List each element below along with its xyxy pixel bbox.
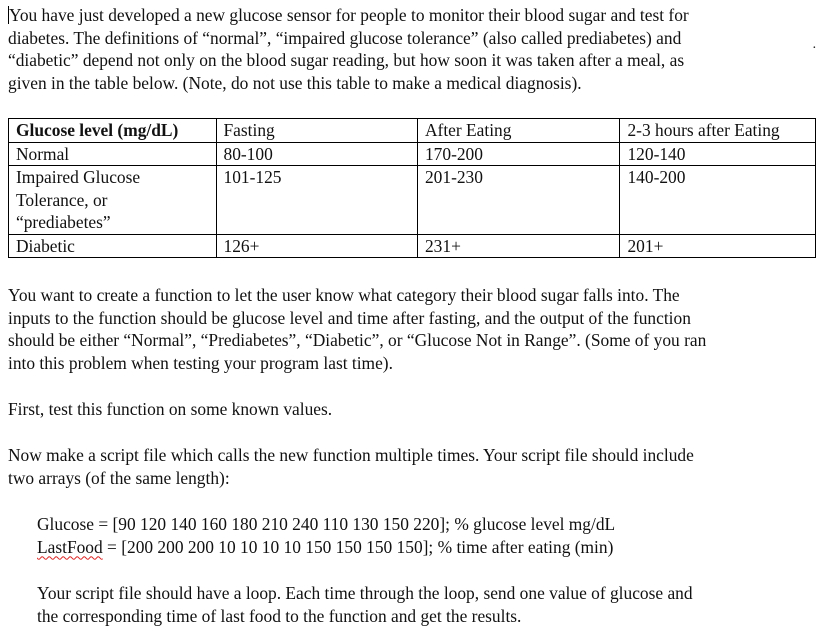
loop-paragraph bbox=[37, 582, 693, 627]
cell-category: Normal bbox=[9, 142, 217, 166]
script-line-1: Now make a script file which calls the new function multiple times. Your script file should include bbox=[8, 445, 694, 465]
intro-line-2: diabetes. The definitions of “normal”, “impaired glucose tolerance” (also called prediabetes) and bbox=[8, 27, 682, 48]
script-paragraph bbox=[8, 444, 694, 489]
table-row-normal bbox=[9, 142, 816, 166]
test-paragraph bbox=[8, 398, 332, 421]
function-line-2: inputs to the function should be glucose level and time after fasting, and the output of the function bbox=[8, 307, 691, 328]
header-2-3-hours: 2-3 hours after Eating bbox=[620, 119, 816, 143]
cell-after-eating: 170-200 bbox=[417, 142, 620, 166]
intro-line-3: “diabetic” depend not only on the blood sugar reading, but how soon it was taken after a meal, as bbox=[8, 50, 685, 70]
intro-line-4: given in the table below. (Note, do not use this table to make a medical diagnosis). bbox=[8, 72, 582, 93]
cell-category: Diabetic bbox=[9, 234, 217, 258]
function-line-4: into this problem when testing your program last time). bbox=[8, 352, 393, 373]
header-after-eating: After Eating bbox=[417, 119, 620, 143]
cell-fasting: 126+ bbox=[216, 234, 417, 258]
intro-paragraph bbox=[8, 4, 689, 94]
table-row-diabetic bbox=[9, 234, 816, 258]
loop-line-1: Your script file should have a loop. Each time through the loop, send one value of glucose and bbox=[37, 583, 693, 603]
cell-category: Impaired Glucose Tolerance, or “prediabetes” bbox=[9, 166, 217, 235]
glucose-table bbox=[8, 118, 816, 258]
cell-fasting: 80-100 bbox=[216, 142, 417, 166]
cell-after-eating: 201-230 bbox=[417, 166, 620, 235]
test-line: First, test this function on some known values. bbox=[8, 399, 333, 419]
stray-bullet-mark: · bbox=[812, 41, 817, 56]
table-header-row bbox=[9, 119, 816, 143]
cell-fasting: 101-125 bbox=[216, 166, 417, 235]
code-block bbox=[37, 513, 615, 558]
cell-2-3-hours: 140-200 bbox=[620, 166, 816, 235]
loop-line-2: the corresponding time of last food to the function and get the results. bbox=[37, 605, 522, 626]
function-line-1: You want to create a function to let the user know what category their blood sugar falls into. The bbox=[8, 285, 680, 305]
header-fasting: Fasting bbox=[216, 119, 417, 143]
cell-2-3-hours: 120-140 bbox=[620, 142, 816, 166]
script-line-2: two arrays (of the same length): bbox=[8, 467, 230, 488]
cell-2-3-hours: 201+ bbox=[620, 234, 816, 258]
function-line-3: should be either “Normal”, “Prediabetes”, “Diabetic”, or “Glucose Not in Range”. (Some of you ran bbox=[8, 330, 707, 350]
code-lastfood-line: LastFood = [200 200 200 10 10 10 10 150 150 150 150]; % time after eating (min) bbox=[37, 536, 614, 557]
cell-after-eating: 231+ bbox=[417, 234, 620, 258]
table-row-impaired bbox=[9, 166, 816, 235]
function-paragraph bbox=[8, 284, 706, 374]
intro-line-1: You have just developed a new glucose sensor for people to monitor their blood sugar and test for bbox=[9, 5, 689, 25]
header-glucose-level: Glucose level (mg/dL) bbox=[9, 119, 217, 143]
spellcheck-underline: LastFood bbox=[37, 536, 103, 557]
code-glucose-line: Glucose = [90 120 140 160 180 210 240 110 130 150 220]; % glucose level mg/dL bbox=[37, 514, 616, 534]
